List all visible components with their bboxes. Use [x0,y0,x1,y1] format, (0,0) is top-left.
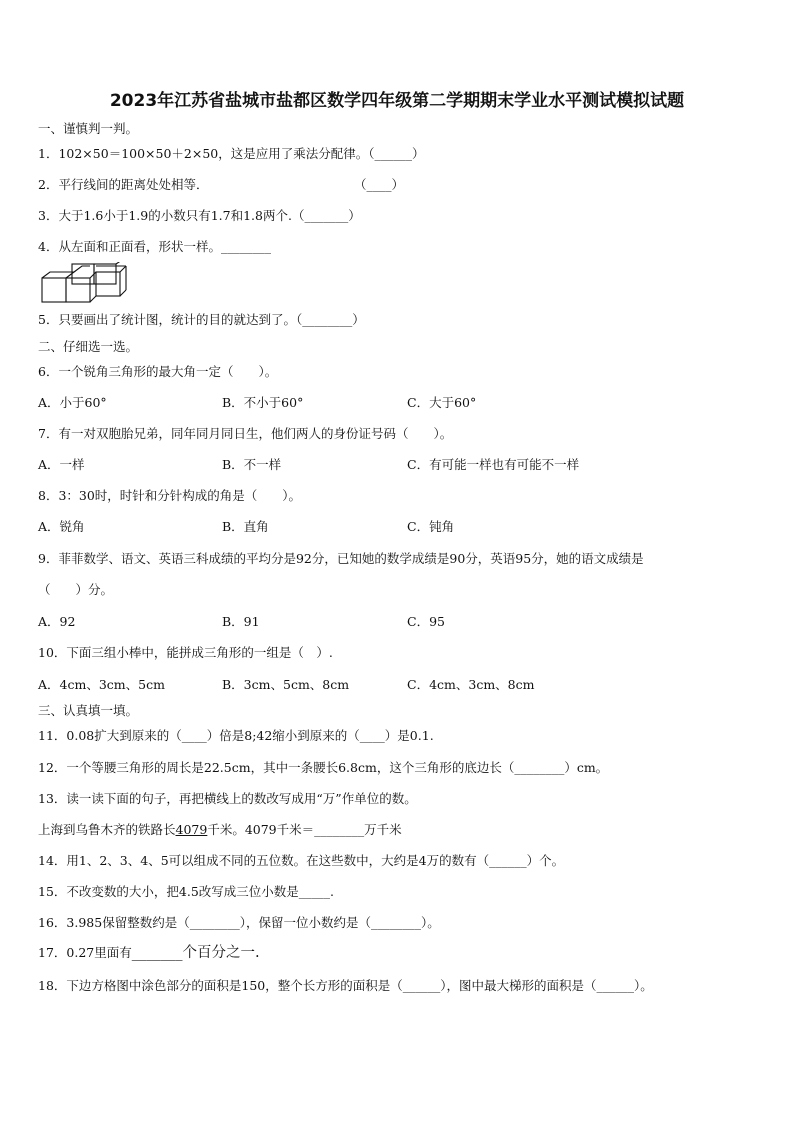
question-13: 13．读一读下面的句子，再把横线上的数改写成用“万”作单位的数。 [38,791,417,806]
question-13-sentence [38,822,402,838]
question-14: 14．用1、2、3、4、5可以组成不同的五位数。在这些数中，大约是4万的数有（______）个。 [38,853,565,868]
question-16: 16．3.985保留整数约是（________），保留一位小数约是（________）。 [38,915,440,930]
q9-option-c: C．95 [407,614,445,629]
q9-option-b: B．91 [222,614,260,629]
cube-front-mid [66,278,90,302]
cube-back-right [94,264,116,284]
cube-figure [40,262,130,304]
question-2-blank: （____） [354,177,405,192]
section-1-heading: 一、谨慎判一判。 [38,121,139,136]
q17-text-post: _______个百分之一. [131,945,260,961]
q8-option-b: B．直角 [222,519,269,534]
q8-option-a: A．锐角 [38,519,85,534]
page-title: 2023年江苏省盐城市盐都区数学四年级第二学期期末学业水平测试模拟试题 [109,91,685,111]
section-2-heading: 二、仔细选一选。 [38,339,139,354]
question-3: 3．大于1.6小于1.9的小数只有1.7和1.8两个.（_______） [38,208,361,223]
q9-option-a: A．92 [38,614,76,629]
question-11: 11．0.08扩大到原来的（____）倍是8;42缩小到原来的（____）是0.1. [38,728,434,743]
section-3-heading: 三、认真填一填。 [38,703,139,718]
question-8: 8．3：30时，时针和分针构成的角是（ ）。 [38,488,302,503]
cube-front-left [42,278,66,302]
question-9-blank: （ ）分。 [38,582,114,597]
q13-underlined-number: 4079 [175,822,208,837]
q17-text-pre: 17．0.27里面有 [38,945,132,960]
q10-option-c: C．4cm、3cm、8cm [407,677,535,692]
q7-option-c: C．有可能一样也有可能不一样 [407,457,580,472]
question-18: 18．下边方格图中涂色部分的面积是150，整个长方形的面积是（______），图中最大梯形的面积是（______）。 [38,978,653,993]
question-9: 9．菲菲数学、语文、英语三科成绩的平均分是92分，已知她的数学成绩是90分，英语95分，她的语文成绩是 [38,551,644,566]
q13-text-pre: 上海到乌鲁木齐的铁路长 [38,822,176,837]
question-7: 7．有一对双胞胎兄弟，同年同月同日生，他们两人的身份证号码（ ）。 [38,426,453,441]
q8-option-c: C．钝角 [407,519,455,534]
q6-option-a: A．小于60° [38,395,107,410]
question-4: 4．从左面和正面看，形状一样。________ [38,239,271,254]
q6-option-b: B．不小于60° [222,395,304,410]
question-1: 1．102×50＝100×50＋2×50，这是应用了乘法分配律。（______） [38,146,425,161]
question-10: 10．下面三组小棒中，能拼成三角形的一组是（ ）. [38,645,333,660]
q10-option-b: B．3cm、5cm、8cm [222,677,350,692]
question-15: 15．不改变数的大小，把4.5改写成三位小数是_____. [38,884,335,899]
question-6: 6．一个锐角三角形的最大角一定（ ）。 [38,364,278,379]
cube-back-left [72,264,94,284]
q7-option-a: A．一样 [38,457,85,472]
q6-option-c: C．大于60° [407,395,477,410]
question-12: 12．一个等腰三角形的周长是22.5cm，其中一条腰长6.8cm，这个三角形的底边长（________）cm。 [38,760,609,775]
question-2: 2．平行线间的距离处处相等． [38,177,209,192]
question-17 [38,945,260,961]
q7-option-b: B．不一样 [222,457,282,472]
q13-text-post: 千米。4079千米＝________万千米 [207,822,402,837]
question-5: 5．只要画出了统计图，统计的目的就达到了。（________） [38,312,365,327]
q10-option-a: A．4cm、3cm、5cm [38,677,165,692]
